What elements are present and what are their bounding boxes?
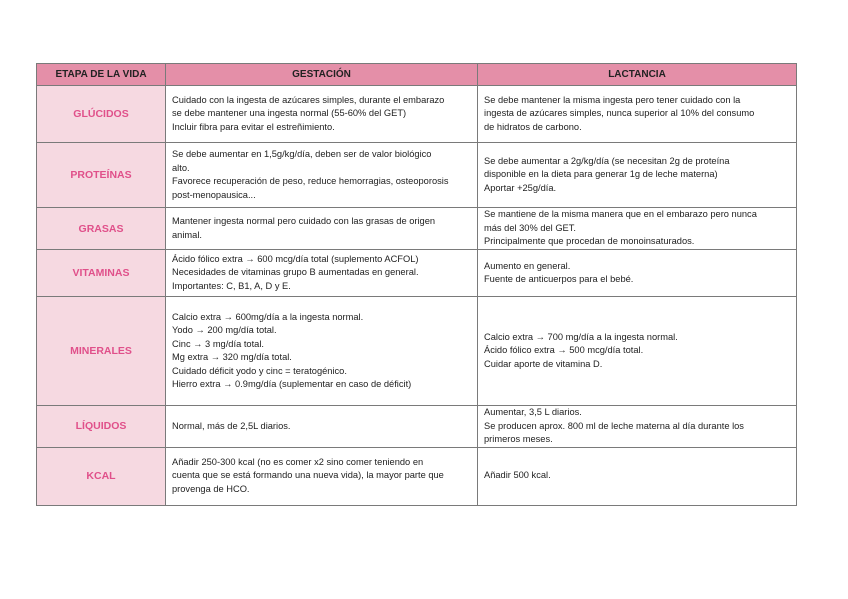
cell-line: Calcio extra → 600mg/día a la ingesta normal.: [172, 311, 364, 322]
cell-line: Normal, más de 2,5L diarios.: [172, 420, 291, 431]
header-lactancia: LACTANCIA: [478, 64, 797, 86]
header-row: [37, 64, 797, 86]
cell-line: Se mantiene de la misma manera que en el embarazo pero nunca: [484, 209, 757, 220]
cell-line: más del 30% del GET.: [484, 222, 576, 233]
row-label: GLÚCIDOS: [37, 86, 166, 143]
row-label: KCAL: [37, 447, 166, 505]
cell-line: Mantener ingesta normal pero cuidado con las grasas de origen: [172, 216, 436, 226]
lactancia-cell: [478, 143, 797, 208]
cell-line: primeros meses.: [484, 434, 553, 444]
cell-line: Se debe aumentar a 2g/kg/día (se necesitan 2g de proteína: [484, 155, 730, 166]
cell-line: Favorece recuperación de peso, reduce hemorragias, osteoporosis: [172, 176, 449, 186]
lactancia-cell: [478, 208, 797, 250]
cell-line: Ácido fólico extra → 600 mcg/día total (suplemento ACFOL): [172, 253, 419, 264]
row-label: LÍQUIDOS: [37, 406, 166, 448]
cell-line: Mg extra → 320 mg/día total.: [172, 352, 292, 362]
cell-line: Ácido fólico extra → 500 mcg/día total.: [484, 345, 644, 356]
cell-line: Fuente de anticuerpos para el bebé.: [484, 274, 634, 284]
nutrition-table: [36, 63, 797, 506]
table-row: [37, 143, 797, 208]
header-etapa: ETAPA DE LA VIDA: [37, 64, 166, 86]
gestacion-cell: [166, 208, 478, 250]
gestacion-cell: [166, 250, 478, 297]
header-gestacion: GESTACIÓN: [166, 64, 478, 86]
cell-line: cuenta que se está formando una nueva vida), la mayor parte que: [172, 470, 444, 481]
row-label: VITAMINAS: [37, 250, 166, 297]
cell-line: Principalmente que procedan de monoinsaturados.: [484, 236, 695, 247]
cell-line: Se debe mantener la misma ingesta pero tener cuidado con la: [484, 94, 741, 105]
lactancia-cell: [478, 297, 797, 406]
cell-line: Aumento en general.: [484, 260, 571, 271]
cell-line: Yodo → 200 mg/día total.: [172, 325, 277, 335]
table-row: [37, 297, 797, 406]
lactancia-cell: [478, 86, 797, 143]
row-label: MINERALES: [37, 297, 166, 406]
cell-line: Calcio extra → 700 mg/día a la ingesta normal.: [484, 331, 678, 342]
cell-line: Aumentar, 3,5 L diarios.: [484, 407, 582, 417]
cell-line: Cuidado déficit yodo y cinc = teratogénico.: [172, 365, 347, 376]
gestacion-cell: [166, 86, 478, 143]
cell-line: Incluir fibra para evitar el estreñimiento.: [172, 121, 335, 132]
table-row: [37, 250, 797, 297]
cell-line: ingesta de azúcares simples, nunca superior al 10% del consumo: [484, 108, 755, 119]
gestacion-cell: [166, 447, 478, 505]
gestacion-cell: [166, 406, 478, 448]
cell-line: Necesidades de vitaminas grupo B aumentadas en general.: [172, 267, 419, 278]
cell-line: animal.: [172, 229, 202, 240]
cell-line: Se debe aumentar en 1,5g/kg/día, deben ser de valor biológico: [172, 149, 432, 159]
cell-line: alto.: [172, 162, 190, 173]
table-row: [37, 86, 797, 143]
table-row: [37, 208, 797, 250]
cell-line: Importantes: C, B1, A, D y E.: [172, 280, 291, 291]
row-label: GRASAS: [37, 208, 166, 250]
cell-line: Hierro extra → 0.9mg/día (suplementar en caso de déficit): [172, 379, 412, 389]
lactancia-cell: [478, 250, 797, 297]
cell-line: Añadir 500 kcal.: [484, 470, 551, 481]
lactancia-cell: [478, 406, 797, 448]
gestacion-cell: [166, 143, 478, 208]
cell-line: post-menopausica...: [172, 189, 256, 200]
cell-line: disponible en la dieta para generar 1g de leche materna): [484, 169, 718, 180]
cell-line: provenga de HCO.: [172, 483, 250, 494]
cell-line: Aportar +25g/día.: [484, 182, 557, 193]
cell-line: Se producen aprox. 800 ml de leche materna al día durante los: [484, 420, 744, 431]
cell-line: Cuidar aporte de vitamina D.: [484, 358, 603, 369]
cell-line: se debe mantener una ingesta normal (55-60% del GET): [172, 108, 407, 119]
table-row: [37, 406, 797, 448]
table-row: [37, 447, 797, 505]
cell-line: Añadir 250-300 kcal (no es comer x2 sino comer teniendo en: [172, 456, 424, 467]
cell-line: Cinc → 3 mg/día total.: [172, 338, 264, 349]
row-label: PROTEÍNAS: [37, 143, 166, 208]
lactancia-cell: [478, 447, 797, 505]
cell-line: de hidratos de carbono.: [484, 121, 582, 132]
gestacion-cell: [166, 297, 478, 406]
cell-line: Cuidado con la ingesta de azúcares simples, durante el embarazo: [172, 94, 445, 105]
